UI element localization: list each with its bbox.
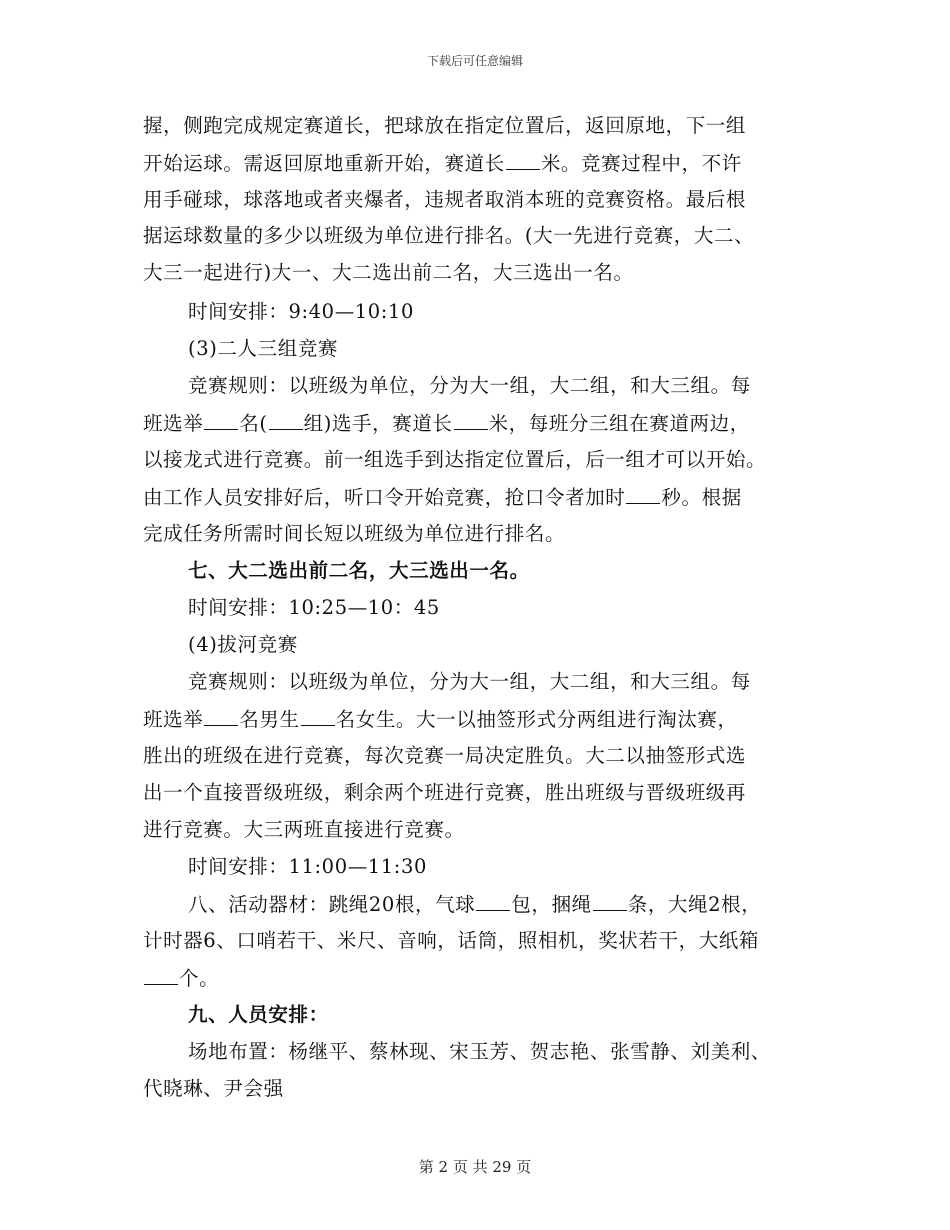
fill-in-blank (144, 966, 178, 985)
fill-in-blank (204, 707, 238, 726)
text-line (143, 151, 742, 176)
text-segment: 名( (239, 412, 268, 435)
text-segment: 计时器6、口哨若干、米尺、音响，话筒，照相机，奖状若干，大纸箱 (143, 929, 760, 952)
text-segment: 完成任务所需时间长短以班级为单位进行排名。 (143, 522, 566, 545)
text-segment: 名女生。大一以抽签形式分两组进行淘汰赛， (335, 708, 738, 731)
text-segment: 七、大二选出前二名，大三选出一名。 (188, 559, 530, 582)
text-segment: 代晓琳、尹会强 (143, 1077, 284, 1100)
fill-in-blank (454, 411, 488, 430)
text-line (143, 966, 219, 991)
text-line (143, 781, 746, 805)
text-line (143, 448, 766, 472)
text-segment: 大三一起进行)大一、大二选出前二名，大三选出一名。 (143, 261, 634, 284)
text-segment: 包，捆绳 (511, 893, 592, 916)
text-segment: 米，每班分三组在赛道两边， (488, 412, 750, 435)
text-segment: (4)拔河竞赛 (188, 633, 298, 656)
text-segment: (3)二人三组竞赛 (188, 337, 339, 360)
subsection-heading (188, 633, 298, 657)
text-segment: 秒。根据 (661, 486, 742, 509)
text-segment: 开始运球。需返回原地重新开始，赛道长 (143, 152, 505, 175)
text-segment: 进行竞赛。大三两班直接进行竞赛。 (143, 818, 465, 841)
text-line (188, 670, 751, 694)
text-line (143, 114, 746, 138)
text-line (143, 522, 565, 546)
fill-in-blank (626, 485, 660, 504)
text-line (143, 261, 634, 285)
text-segment: 出一个直接晋级班级，剩余两个班进行竞赛，胜出班级与晋级班级再 (143, 781, 747, 804)
fill-in-blank (476, 892, 510, 911)
text-line (143, 744, 746, 768)
text-segment: 组)选手，赛道长 (303, 412, 453, 435)
fill-in-blank (301, 707, 335, 726)
text-line (143, 1077, 284, 1101)
text-line (188, 300, 414, 324)
fill-in-blank (593, 892, 627, 911)
text-line (188, 855, 427, 879)
text-line (143, 818, 465, 842)
text-segment: 竞赛规则：以班级为单位，分为大一组，大二组，和大三组。每 (188, 670, 751, 693)
text-line (143, 485, 742, 510)
text-line (188, 374, 751, 398)
fill-in-blank (269, 411, 303, 430)
text-line (188, 1040, 771, 1064)
text-segment: 竞赛规则：以班级为单位，分为大一组，大二组，和大三组。每 (188, 374, 751, 397)
text-segment: 时间安排：11:00—11:30 (188, 855, 427, 878)
text-segment: 据运球数量的多少以班级为单位进行排名。(大一先进行竞赛，大二、 (143, 224, 755, 247)
page-footer: 第 2 页 共 29 页 (418, 1158, 532, 1176)
text-segment: 名男生 (239, 708, 300, 731)
fill-in-blank (506, 151, 540, 170)
fill-in-blank (204, 411, 238, 430)
text-segment: 班选举 (143, 412, 204, 435)
text-segment: 时间安排：9:40—10:10 (188, 300, 414, 323)
text-line (143, 188, 746, 212)
subsection-heading (188, 337, 338, 361)
page-header: 下载后可任意编辑 (426, 54, 523, 68)
text-segment: 由工作人员安排好后，听口令开始竞赛，抢口令者加时 (143, 486, 626, 509)
text-segment: 个。 (179, 967, 220, 990)
text-segment: 用手碰球，球落地或者夹爆者，违规者取消本班的竞赛资格。最后根 (143, 188, 747, 211)
text-line (143, 707, 738, 732)
text-line (143, 411, 750, 436)
text-segment: 八、活动器材：跳绳20根，气球 (188, 893, 476, 916)
text-segment: 握，侧跑完成规定赛道长，把球放在指定位置后，返回原地，下一组 (143, 114, 747, 137)
text-line (143, 929, 759, 953)
text-segment: 米。竞赛过程中，不许 (540, 152, 742, 175)
text-segment: 条，大绳2根， (627, 893, 762, 916)
section-heading (188, 1003, 329, 1027)
text-line (188, 892, 761, 917)
text-segment: 九、人员安排： (188, 1003, 329, 1026)
text-line (188, 596, 440, 620)
section-heading (188, 559, 530, 583)
text-line (143, 224, 754, 248)
text-segment: 以接龙式进行竞赛。前一组选手到达指定位置后，后一组才可以开始。 (143, 448, 767, 471)
text-segment: 胜出的班级在进行竞赛，每次竞赛一局决定胜负。大二以抽签形式选 (143, 744, 747, 767)
text-segment: 班选举 (143, 708, 204, 731)
text-segment: 场地布置：杨继平、蔡林现、宋玉芳、贺志艳、张雪静、刘美利、 (188, 1040, 771, 1063)
text-segment: 时间安排：10:25—10：45 (188, 596, 440, 619)
